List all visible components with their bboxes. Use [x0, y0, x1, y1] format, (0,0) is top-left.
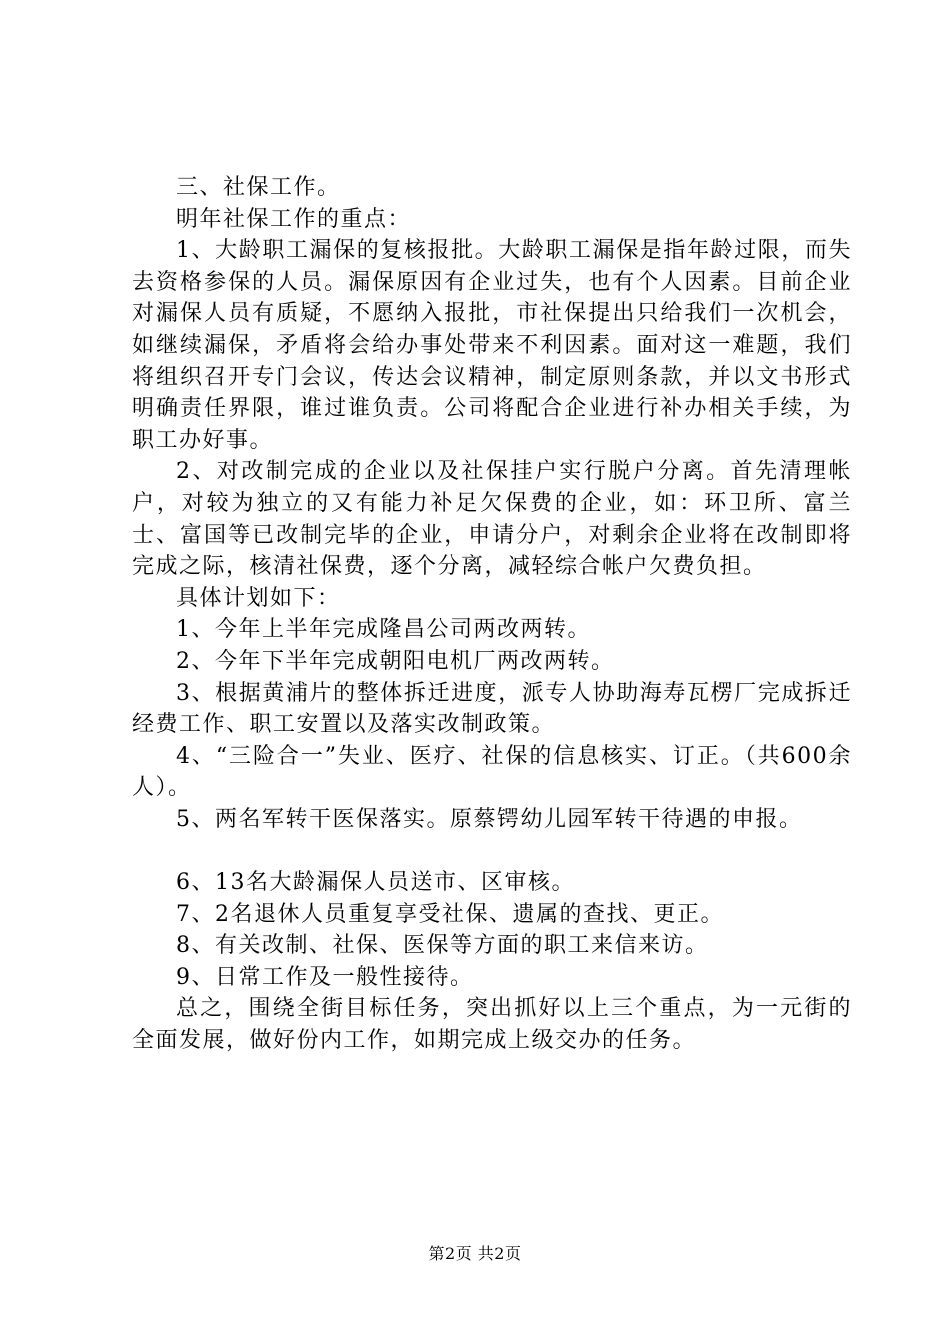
list-item: 5、两名军转干医保落实。原蔡锷幼儿园军转干待遇的申报。 [176, 806, 803, 832]
list-item: 8、有关改制、社保、医保等方面的职工来信来访。 [176, 933, 709, 959]
paragraph: 2、对改制完成的企业以及社保挂户实行脱户分离。首先清理帐户，对较为独立的又有能力补足欠保费的企业，如：环卫所、富兰士、富国等已改制完毕的企业，申请分户，对剩余企业将在改制即将完成之际，核清社保费，逐个分离，减轻综合帐户欠费负担。 [132, 459, 852, 580]
page-footer: 第2页 共2页 [428, 1244, 522, 1263]
list-item: 9、日常工作及一般性接待。 [176, 964, 474, 990]
paragraph: 具体计划如下： [176, 585, 341, 611]
list-item: 4、“三险合一”失业、医疗、社保的信息核实、订正。（共600余人）。 [132, 743, 852, 801]
list-item: 2、今年下半年完成朝阳电机厂两改两转。 [176, 648, 615, 674]
section-heading: 三、社保工作。 [176, 175, 341, 200]
paragraph: 1、大龄职工漏保的复核报批。大龄职工漏保是指年龄过限，而失去资格参保的人员。漏保原因有企业过失，也有个人因素。目前企业对漏保人员有质疑，不愿纳入报批，市社保提出只给我们一次机会，如继续漏保，矛盾将会给办事处带来不利因素。面对这一难题，我们将组织召开专门会议，传达会议精神，制定原则条款，并以文书形式明确责任界限，谁过谁负责。公司将配合企业进行补办相关手续，为职工办好事。 [132, 238, 852, 453]
list-item: 6、13名大龄漏保人员送市、区审核。 [176, 870, 575, 896]
list-item: 1、今年上半年完成隆昌公司两改两转。 [176, 617, 591, 643]
paragraph: 明年社保工作的重点： [176, 206, 412, 232]
document-body [132, 172, 852, 1057]
paragraph: 总之，围绕全街目标任务，突出抓好以上三个重点，为一元街的全面发展，做好份内工作，如期完成上级交办的任务。 [132, 996, 852, 1054]
list-item: 7、2名退休人员重复享受社保、遗属的查找、更正。 [176, 901, 724, 927]
list-item: 3、根据黄浦片的整体拆迁进度，派专人协助海寿瓦楞厂完成拆迁经费工作、职工安置以及落实改制政策。 [132, 680, 852, 738]
